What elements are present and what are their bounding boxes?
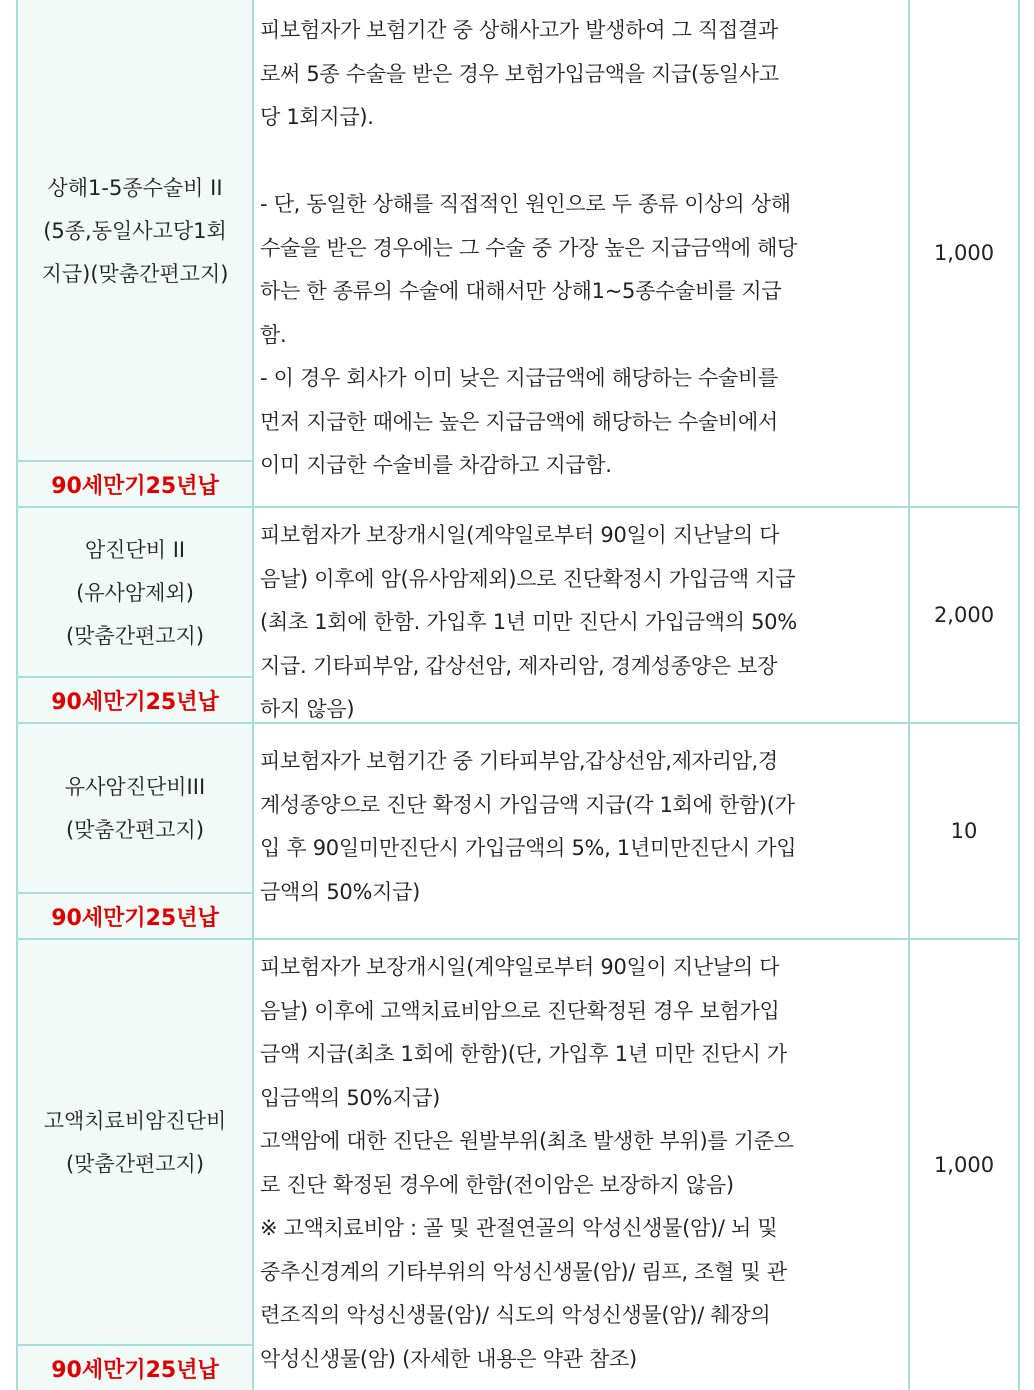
amount-cell [908,724,1020,938]
payment-term-label: 90세만기25년납 [18,676,252,722]
coverage-name: 암진단비 II (유사암제외) (맞춤간편고지) [65,537,205,648]
coverage-name: 유사암진단비III (맞춤간편고지) [64,775,206,842]
table-row [16,938,1020,1390]
table-row [16,722,1020,938]
description-cell [254,508,908,722]
payment-term-label: 90세만기25년납 [18,460,252,506]
amount-cell [908,508,1020,722]
coverage-name-cell [16,0,254,506]
table-row [16,506,1020,722]
description-cell [254,0,908,506]
amount-cell [908,940,1020,1390]
coverage-name-cell [16,508,254,722]
coverage-amount: 10 [950,819,978,843]
description-cell [254,940,908,1390]
coverage-description: 피보험자가 보장개시일(계약일로부터 90일이 지난날의 다 음날) 이후에 암(유사암제외)으로 진단확정시 가입금액 지급 (최초 1회에 한함. 가입후 1년 미만 진단시 가입금액의 50% 지급. 기타피부암, 갑상선암, 제자리암, 경계성종양은 보장 하지 않음) [260,523,797,721]
amount-cell [908,0,1020,506]
coverage-amount: 1,000 [933,1153,995,1177]
coverage-description: 피보험자가 보험기간 중 상해사고가 발생하여 그 직접결과 로써 5종 수술을 받은 경우 보험가입금액을 지급(동일사고 당 1회지급). - 단, 동일한 상해를 직접적인 원인으로 두 종류 이상의 상해 수술을 받은 경우에는 그 수술 중 가장 높은 지급금액에 해당 하는 한 종류의 수술에 대해서만 상해1~5종수술비를 지급 함. - 이 경우 회사가 이미 낮은 지급금액에 해당하는 수술비를 먼저 지급한 때에는 높은 지급금액에 해당하는 수술비에서 이미 지급한 수술비를 차감하고 지급함. [260,18,798,477]
coverage-name: 상해1-5종수술비 II (5종,동일사고당1회 지급)(맞춤간편고지) [41,175,229,286]
coverage-amount: 1,000 [933,241,995,265]
coverage-description: 피보험자가 보장개시일(계약일로부터 90일이 지난날의 다 음날) 이후에 고액치료비암으로 진단확정된 경우 보험가입 금액 지급(최초 1회에 한함)(단, 가입후 1년 미만 진단시 가 입금액의 50%지급) 고액암에 대한 진단은 원발부위(최초 발생한 부위)를 기준으 로 진단 확정된 경우에 한함(전이암은 보장하지 않음) ※ 고액치료비암 : 골 및 관절연골의 악성신생물(암)/ 뇌 및 중추신경계의 기타부위의 악성신생물(암)/ 림프, 조혈 및 관 련조직의 악성신생물(암)/ 식도의 악성신생물(암)/ 췌장의 악성신생물(암) (자세한 내용은 약관 참조) [260,955,794,1371]
coverage-description: 피보험자가 보험기간 중 기타피부암,갑상선암,제자리암,경 계성종양으로 진단 확정시 가입금액 지급(각 1회에 한함)(가 입 후 90일미만진단시 가입금액의 5%, 1년미만진단시 가입 금액의 50%지급) [260,749,797,904]
coverage-name: 고액치료비암진단비 (맞춤간편고지) [43,1109,227,1176]
table-row [16,0,1020,506]
coverage-name-cell [16,724,254,938]
coverage-amount: 2,000 [933,603,995,627]
coverage-name-cell [16,940,254,1390]
payment-term-label: 90세만기25년납 [18,1344,252,1390]
description-cell [254,724,908,938]
payment-term-label: 90세만기25년납 [18,892,252,938]
